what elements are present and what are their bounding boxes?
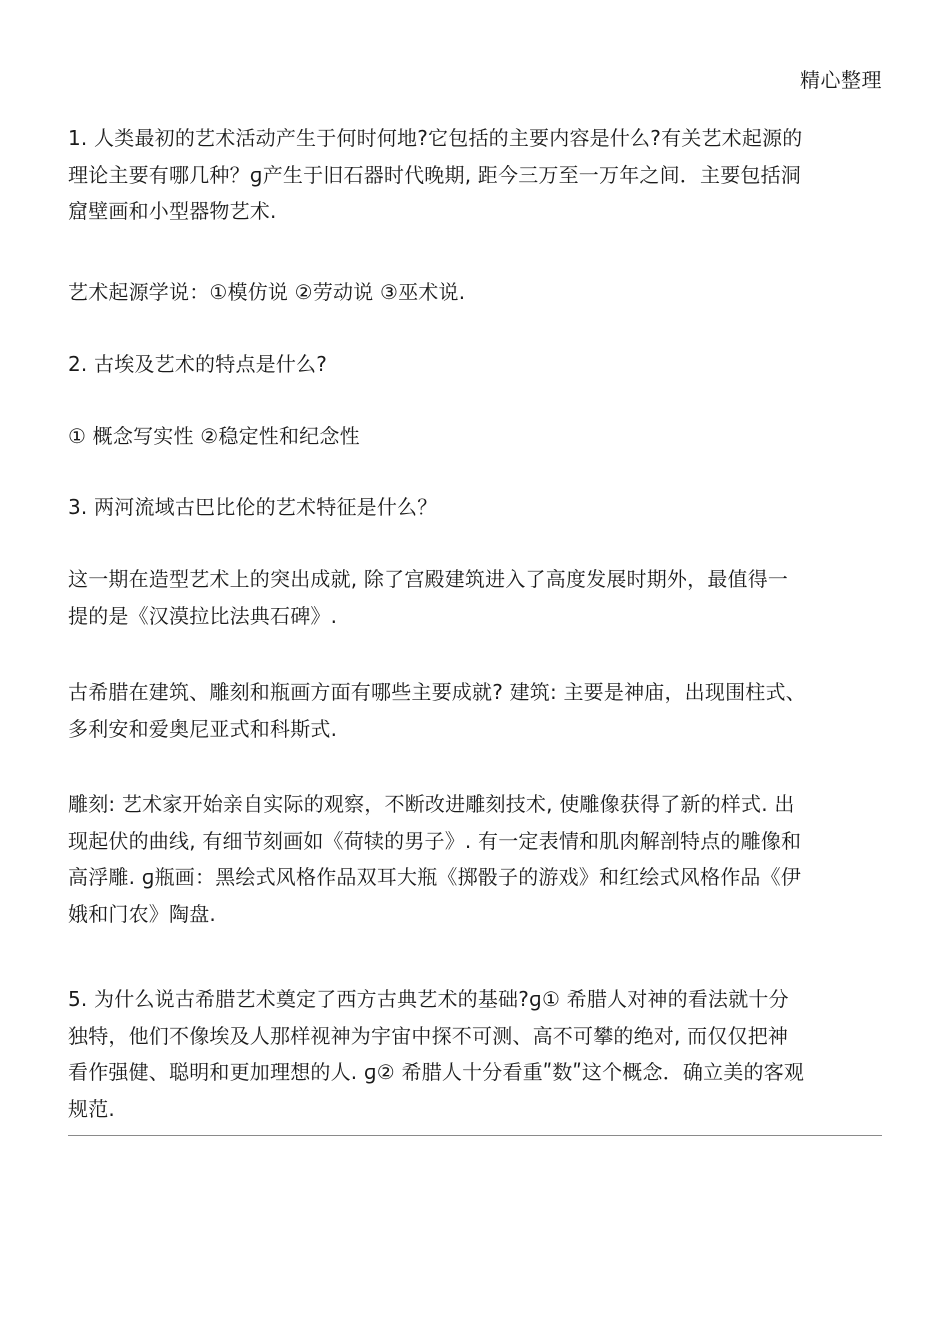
text-line: ① 概念写实性 ②稳定性和纪念性	[68, 424, 360, 448]
page-header-label: 精心整理	[800, 68, 882, 92]
text-line: 理论主要有哪几种？ɡ产生于旧石器时代晚期, 距今三万至一万年之间．主要包括洞	[68, 162, 802, 187]
text-line: 独特，他们不像埃及人那样视神为宇宙中探不可测、高不可攀的绝对, 而仅仅把神	[68, 1023, 789, 1048]
paragraph-art-origins	[68, 120, 890, 230]
text-line: 2. 古埃及艺术的特点是什么?	[68, 352, 328, 376]
paragraph-question-3	[68, 489, 890, 526]
text-line: 提的是《汉漠拉比法典石碑》.	[68, 603, 338, 628]
paragraph-greek-sculpture	[68, 786, 890, 932]
bottom-divider	[68, 1135, 882, 1136]
paragraph-question-5	[68, 981, 890, 1127]
text-line: 1. 人类最初的艺术活动产生于何时何地?它包括的主要内容是什么?有关艺术起源的	[68, 126, 803, 150]
text-line: 3. 两河流域古巴比伦的艺术特征是什么？	[68, 495, 438, 519]
text-line: 5. 为什么说古希腊艺术奠定了西方古典艺术的基础?ɡ① 希腊人对神的看法就十分	[68, 987, 789, 1011]
text-line: 多利安和爱奥尼亚式和科斯式.	[68, 716, 338, 741]
paragraph-greek-architecture	[68, 674, 890, 747]
text-line: 看作强健、聪明和更加理想的人. ɡ② 希腊人十分看重ʺ数ʺ这个概念．确立美的客观	[68, 1060, 805, 1084]
text-line: 娥和门农》陶盘.	[68, 901, 216, 926]
text-line: 现起伏的曲线, 有细节刻画如《荷犊的男子》. 有一定表情和肌肉解剖特点的雕像和	[68, 828, 802, 853]
text-line: 雕刻: 艺术家开始亲自实际的观察，不断改进雕刻技术, 使雕像获得了新的样式. 出	[68, 792, 795, 816]
paragraph-egypt-features	[68, 418, 890, 455]
text-line: 高浮雕. ɡ瓶画：黑绘式风格作品双耳大瓶《掷骰子的游戏》和红绘式风格作品《伊	[68, 865, 802, 889]
text-line: 窟壁画和小型器物艺术.	[68, 199, 277, 223]
text-line: 古希腊在建筑、雕刻和瓶画方面有哪些主要成就? 建筑: 主要是神庙，出现围柱式、	[68, 680, 806, 704]
paragraph-babylon-answer	[68, 561, 890, 634]
text-line: 这一期在造型艺术上的突出成就, 除了宫殿建筑进入了高度发展时期外，最值得一	[68, 567, 789, 591]
text-line: 规范.	[68, 1096, 115, 1121]
paragraph-origin-theories	[68, 274, 890, 311]
text-line: 艺术起源学说：①模仿说 ②劳动说 ③巫术说.	[68, 280, 466, 304]
paragraph-question-2	[68, 346, 890, 383]
